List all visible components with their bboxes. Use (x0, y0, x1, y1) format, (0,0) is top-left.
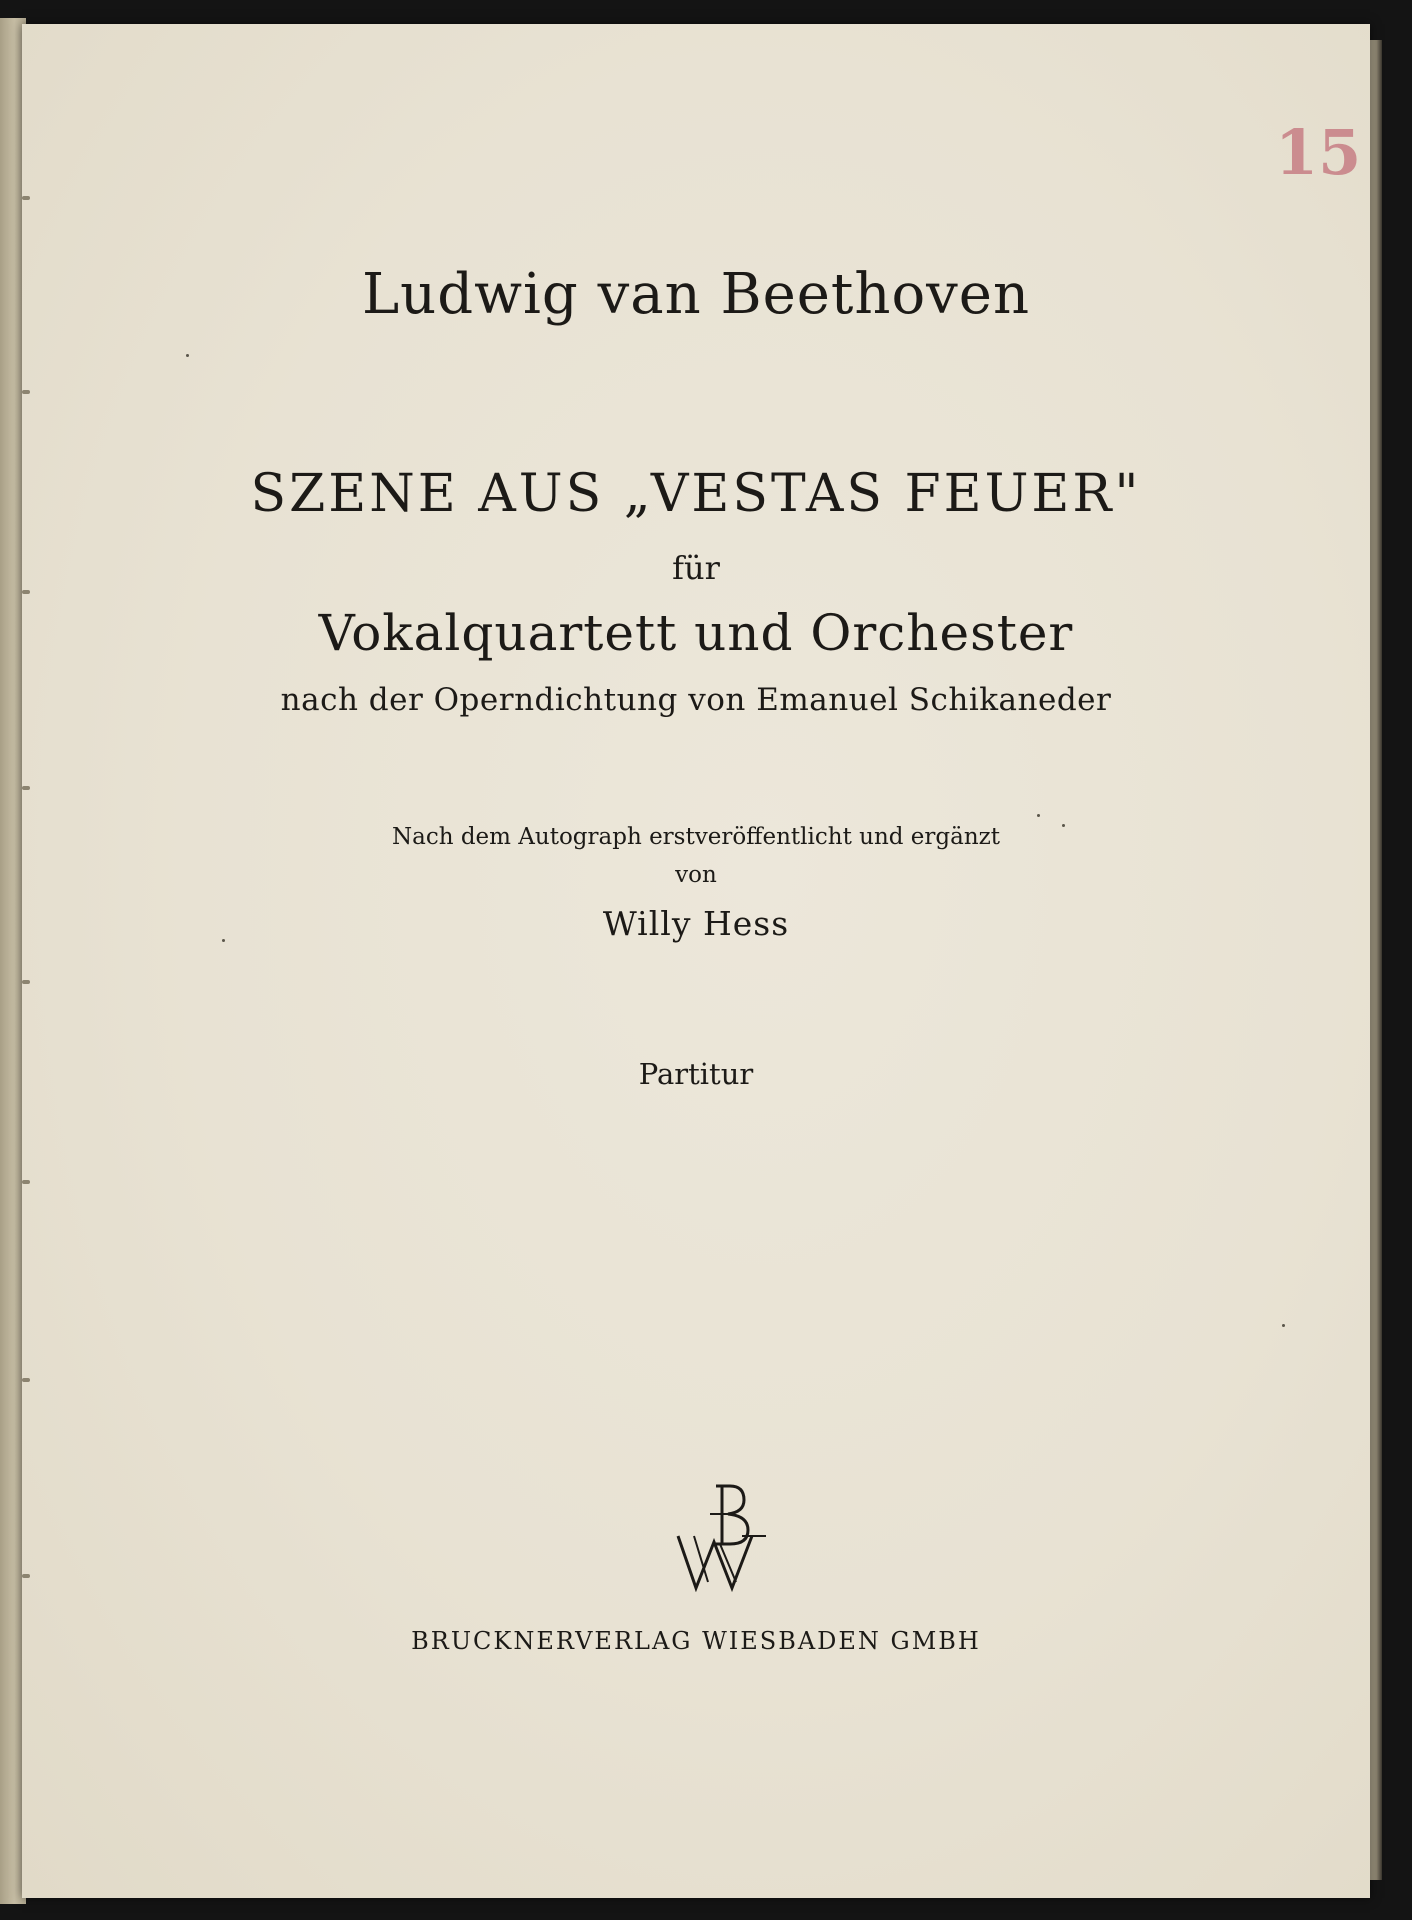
binding-stitch (22, 196, 30, 200)
libretto-credit: nach der Operndichtung von Emanuel Schikaneder (280, 682, 1112, 718)
title-page (22, 24, 1370, 1898)
score-type: Partitur (638, 1057, 754, 1091)
binding-stitch (22, 590, 30, 594)
paper-speck (222, 939, 225, 942)
for-label: für (672, 549, 720, 587)
editor-name: Willy Hess (602, 904, 790, 943)
work-title: SZENE AUS „VESTAS FEUER" (250, 464, 1142, 524)
binding-stitch (22, 1180, 30, 1184)
paper-speck (1282, 1324, 1285, 1327)
composer-name: Ludwig van Beethoven (361, 262, 1031, 327)
publisher-monogram-logo (672, 1482, 772, 1592)
paper-speck (1062, 824, 1065, 827)
page-stack-edge (1368, 40, 1382, 1880)
paper-speck (186, 354, 189, 357)
edition-note: Nach dem Autograph erstveröffentlicht und ergänzt (391, 824, 1001, 850)
binding-stitch (22, 1574, 30, 1578)
binding-stitch (22, 1378, 30, 1382)
binding-stitch (22, 786, 30, 790)
binding-stitch (22, 980, 30, 984)
page-number-stamp: 15 (1275, 116, 1362, 189)
by-label: von (675, 862, 717, 888)
performing-forces: Vokalquartett und Orchester (318, 604, 1074, 662)
publisher-name: BRUCKNERVERLAG WIESBADEN GMBH (411, 1627, 981, 1655)
paper-speck (1037, 814, 1040, 817)
binding-stitch (22, 390, 30, 394)
